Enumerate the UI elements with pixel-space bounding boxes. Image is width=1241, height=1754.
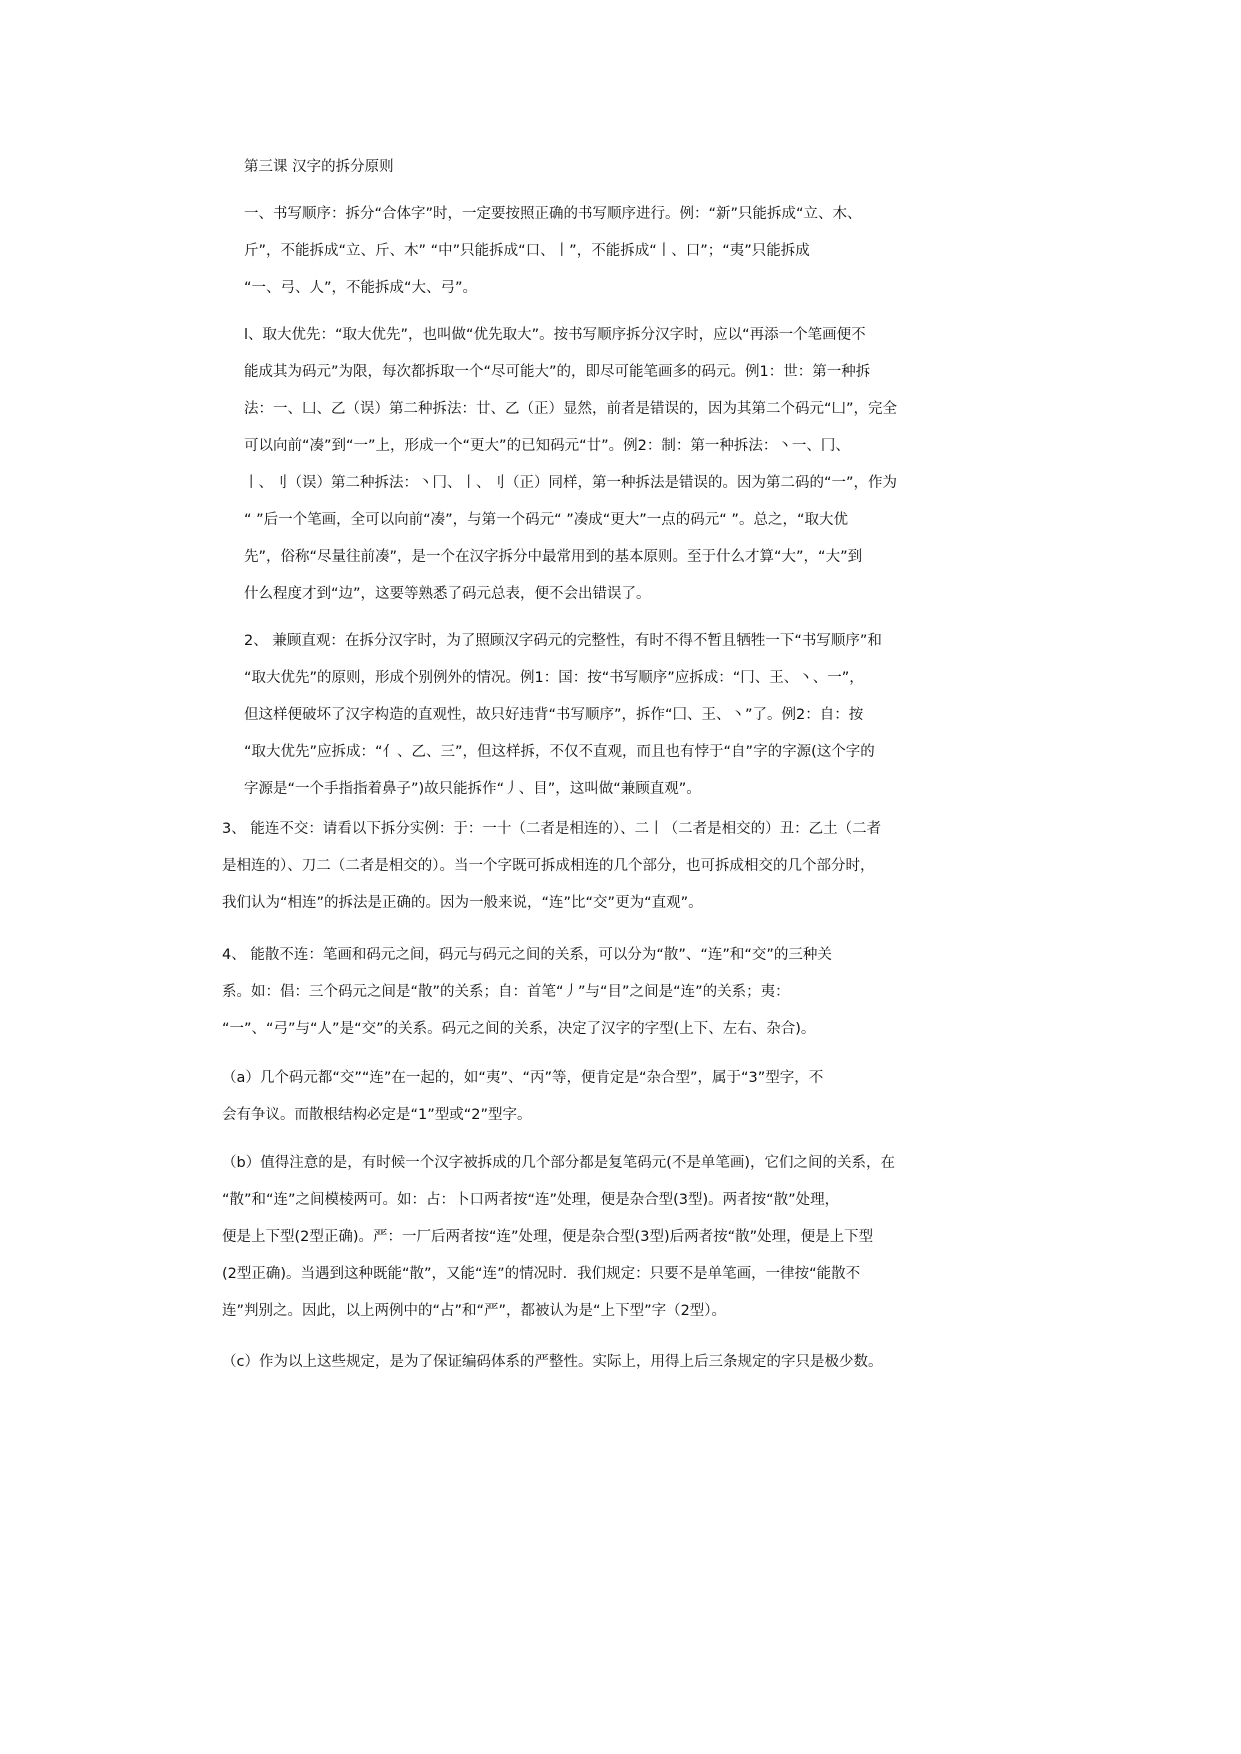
section-intuitive xyxy=(244,623,882,808)
text-line: 法：一、凵、乙（误）第二种拆法：廿、乙（正）显然，前者是错误的，因为其第二个码元“凵”，完全 xyxy=(244,401,898,417)
section-connect-not-cross xyxy=(222,811,881,922)
text-line: 便是上下型(2型正确)。严：一厂后两者按“连”处理，便是杂合型(3型)后两者按“散”处理，便是上下型 xyxy=(222,1229,874,1245)
text-line: 斤”，不能拆成“立、斤、木” “中”只能拆成“口、丨”，不能拆成“丨、口”；“夷”只能拆成 xyxy=(244,243,810,259)
text-line: 一、书写顺序：拆分“合体字”时，一定要按照正确的书写顺序进行。例：“新”只能拆成“立、木、 xyxy=(244,206,862,222)
text-line: “取大优先”的原则，形成个别例外的情况。例1：国：按“书写顺序”应拆成：“冂、王、丶、一”， xyxy=(244,670,864,686)
text-line: 丨、刂（误）第二种拆法：丶冂、丨、刂（正）同样，第一种拆法是错误的。因为第二码的“一”，作为 xyxy=(244,475,898,491)
text-line: 系。如：倡：三个码元之间是“散”的关系；自：首笔“丿”与“目”之间是“连”的关系；夷： xyxy=(222,984,790,1000)
text-line: “ ”后一个笔画，全可以向前“凑”，与第一个码元“ ”凑成“更大”一点的码元“ ”。总之，“取大优 xyxy=(244,512,848,528)
text-line: （c）作为以上这些规定，是为了保证编码体系的严整性。实际上，用得上后三条规定的字只是极少数。 xyxy=(222,1354,883,1370)
text-line: 什么程度才到“边”，这要等熟悉了码元总表，便不会出错误了。 xyxy=(244,586,651,602)
section-largest-first xyxy=(244,317,897,613)
text-line: 我们认为“相连”的拆法是正确的。因为一般来说，“连”比“交”更为“直观”。 xyxy=(222,895,703,911)
text-line: 会有争议。而散根结构必定是“1”型或“2”型字。 xyxy=(222,1107,532,1123)
note-b xyxy=(222,1145,895,1330)
text-line: “散”和“连”之间模棱两可。如：占：卜口两者按“连”处理，便是杂合型(3型)。两者按“散”处理， xyxy=(222,1192,840,1208)
text-line: 连”判别之。因此，以上两例中的“占”和“严”，都被认为是“上下型”字（2型）。 xyxy=(222,1303,727,1319)
text-line: “取大优先”应拆成：“亻、乙、三”，但这样拆，不仅不直观，而且也有悖于“自”字的字源(这个字的 xyxy=(244,744,875,760)
text-line: l、取大优先：“取大优先”，也叫做“优先取大”。按书写顺序拆分汉字时，应以“再添一个笔画便不 xyxy=(244,327,866,343)
page-title: 第三课 汉字的拆分原则 xyxy=(244,159,394,175)
text-line: 可以向前“凑”到“一”上，形成一个“更大”的已知码元“廿”。例2：制：第一种拆法：丶一、冂、 xyxy=(244,438,850,454)
text-line: “一、弓、人”，不能拆成“大、弓”。 xyxy=(244,280,478,296)
text-line: 2、 兼顾直观：在拆分汉字时，为了照顾汉字码元的完整性，有时不得不暂且牺牲一下“书写顺序”和 xyxy=(244,633,882,649)
text-line: 是相连的）、刀二（二者是相交的）。当一个字既可拆成相连的几个部分，也可拆成相交的几个部分时， xyxy=(222,858,875,874)
text-line: 能成其为码元”为限，每次都拆取一个“尽可能大”的，即尽可能笔画多的码元。例1：世：第一种拆 xyxy=(244,364,871,380)
note-a xyxy=(222,1060,823,1134)
text-line: 3、 能连不交：请看以下拆分实例：于：一十（二者是相连的）、二丨（二者是相交的）丑：乙土（二者 xyxy=(222,821,882,837)
text-line: “一”、“弓”与“人”是“交”的关系。码元之间的关系，决定了汉字的字型(上下、左右、杂合)。 xyxy=(222,1021,816,1037)
text-line: (2型正确)。当遇到这种既能“散”，又能“连”的情况时．我们规定：只要不是单笔画，一律按“能散不 xyxy=(222,1266,861,1282)
text-line: （b）值得注意的是，有时候一个汉字被拆成的几个部分都是复笔码元(不是单笔画)，它们之间的关系，在 xyxy=(222,1155,896,1171)
section-writing-order xyxy=(244,196,862,307)
text-line: 4、 能散不连：笔画和码元之间，码元与码元之间的关系，可以分为“散”、“连”和“交”的三种关 xyxy=(222,947,832,963)
note-c xyxy=(222,1344,882,1381)
text-line: 字源是“一个手指指着鼻子”)故只能拆作“丿、目”，这叫做“兼顾直观”。 xyxy=(244,781,701,797)
text-line: （a）几个码元都“交”“连”在一起的，如“夷”、“丙”等，便肯定是“杂合型”，属于“3”型字，不 xyxy=(222,1070,824,1086)
section-separate-not-connect xyxy=(222,937,832,1048)
text-line: 但这样便破坏了汉字构造的直观性，故只好违背“书写顺序”，拆作“囗、王、丶”了。例2：自：按 xyxy=(244,707,864,723)
text-line: 先”，俗称“尽量往前凑”，是一个在汉字拆分中最常用到的基本原则。至于什么才算“大”，“大”到 xyxy=(244,549,863,565)
